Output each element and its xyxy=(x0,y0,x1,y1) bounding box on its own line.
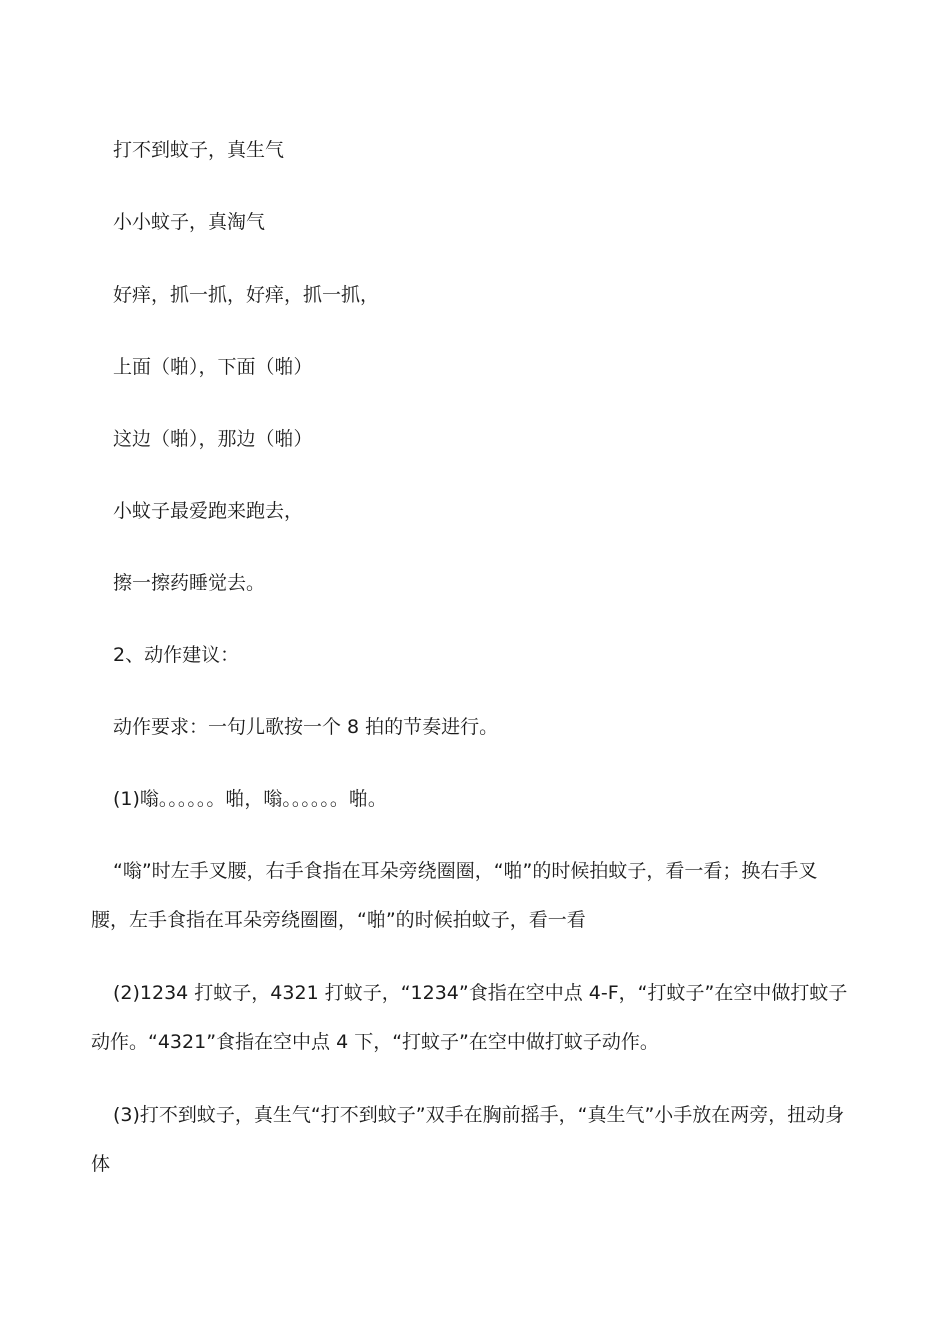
rhyme-line-5: 这边（啪），那边（啪） xyxy=(113,428,313,450)
action-requirement: 动作要求：一句儿歌按一个 8 拍的节奏进行。 xyxy=(113,716,499,738)
rhyme-line-6: 小蚊子最爱跑来跑去， xyxy=(113,500,304,522)
action-step-1-description: “嗡”时左手叉腰，右手食指在耳朵旁绕圈圈，“啪”的时候拍蚊子，看一看；换右手叉腰，左手食指在耳朵旁绕圈圈，“啪”的时候拍蚊子，看一看 xyxy=(91,860,818,931)
section-heading: 2、动作建议： xyxy=(113,644,240,666)
rhyme-line-7: 擦一擦药睡觉去。 xyxy=(113,572,266,594)
action-step-3-description: (3)打不到蚊子，真生气“打不到蚊子”双手在胸前摇手，“真生气”小手放在两旁，扭动身体 xyxy=(91,1104,845,1175)
action-step-1-title: (1)嗡。。。。。。啪，嗡。。。。。。啪。 xyxy=(113,788,387,810)
rhyme-line-3: 好痒，抓一抓，好痒，抓一抓， xyxy=(113,284,380,306)
rhyme-line-4: 上面（啪），下面（啪） xyxy=(113,356,313,378)
action-step-2-description: (2)1234 打蚊子，4321 打蚊子，“1234”食指在空中点 4-F，“打蚊子”在空中做打蚊子动作。“4321”食指在空中点 4 下，“打蚊子”在空中做打蚊子动作。 xyxy=(91,982,848,1053)
rhyme-line-2: 小小蚊子，真淘气 xyxy=(113,211,266,233)
rhyme-line-1: 打不到蚊子，真生气 xyxy=(113,139,285,161)
